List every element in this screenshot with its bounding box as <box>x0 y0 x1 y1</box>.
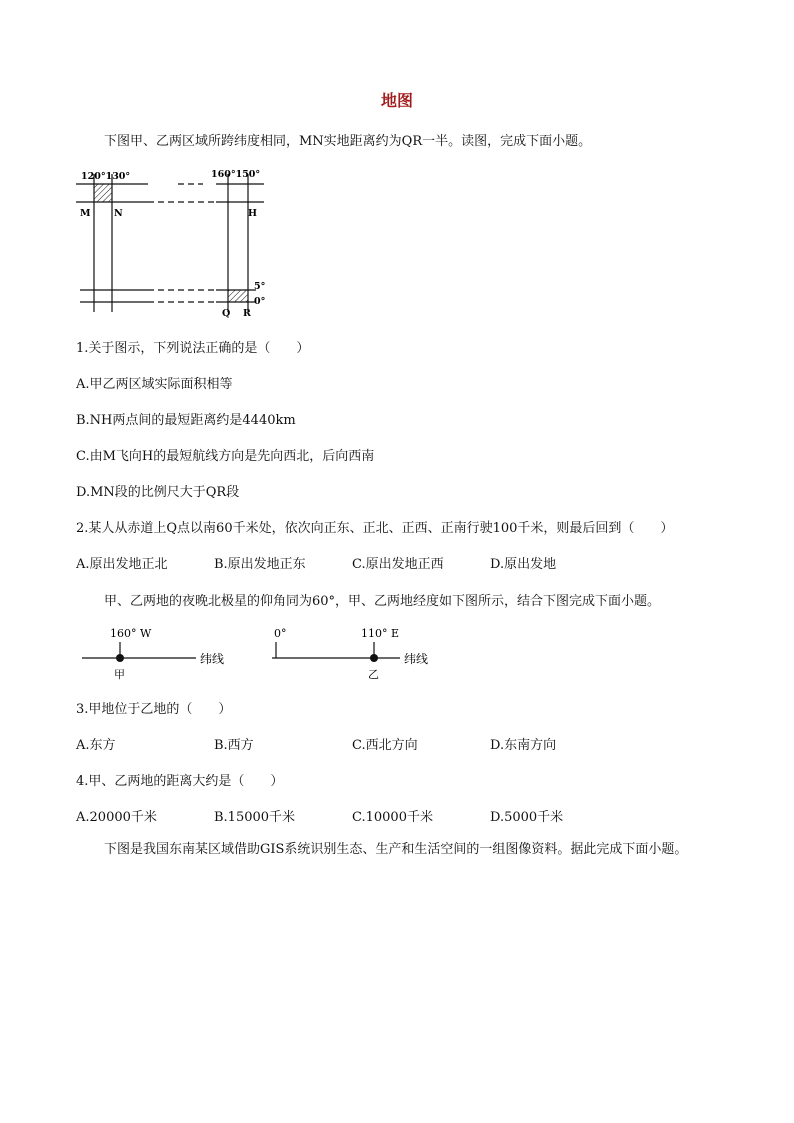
label-zero-degree: 0° <box>274 627 287 640</box>
question-2-stem: 2.某人从赤道上Q点以南60千米处，依次向正东、正北、正西、正南行驶100千米，则最后回到（ ） <box>76 521 674 536</box>
question-1-option-a: A.甲乙两区域实际面积相等 <box>76 377 233 392</box>
label-h: H <box>248 208 257 219</box>
point-jia <box>116 654 124 662</box>
question-3-option-a: A.东方 <box>76 738 116 753</box>
label-n: N <box>114 208 123 219</box>
question-4-stem: 4.甲、乙两地的距离大约是（ ） <box>76 774 284 789</box>
question-3-option-c: C.西北方向 <box>352 738 418 753</box>
question-3-option-b: B.西方 <box>214 738 254 753</box>
question-4-option-d: D.5000千米 <box>490 810 564 825</box>
question-4-option-a: A.20000千米 <box>76 810 157 825</box>
label-latitude-1: 纬线 <box>200 652 225 666</box>
question-3-option-d: D.东南方向 <box>490 738 557 753</box>
label-latitude-2: 纬线 <box>404 652 429 666</box>
intro-paragraph-1: 下图甲、乙两区域所跨纬度相同，MN实地距离约为QR一半。读图，完成下面小题。 <box>104 134 592 149</box>
question-2-option-d: D.原出发地 <box>490 557 557 572</box>
page-title: 地图 <box>380 91 413 110</box>
label-160-150: 160°150° <box>211 169 261 180</box>
point-yi <box>370 654 378 662</box>
question-1-stem: 1.关于图示，下列说法正确的是（ ） <box>76 341 310 356</box>
label-jia-longitude: 160° W <box>110 627 152 640</box>
label-yi: 乙 <box>368 668 379 681</box>
question-4-option-c: C.10000千米 <box>352 810 433 825</box>
intro-paragraph-3: 下图是我国东南某区域借助GIS系统识别生态、生产和生活空间的一组图像资料。据此完成下面小题。 <box>104 842 688 857</box>
question-1-option-b: B.NH两点间的最短距离约是4440km <box>76 413 296 428</box>
question-2-option-a: A.原出发地正北 <box>76 557 168 572</box>
question-2-option-b: B.原出发地正东 <box>214 557 306 572</box>
label-r: R <box>243 308 251 318</box>
question-3-stem: 3.甲地位于乙地的（ ） <box>76 702 232 717</box>
question-1-option-c: C.由M飞向H的最短航线方向是先向西北，后向西南 <box>76 449 375 464</box>
label-q: Q <box>222 308 231 318</box>
question-1-option-d: D.MN段的比例尺大于QR段 <box>76 485 240 500</box>
figure-lat-lon-grid <box>76 166 276 318</box>
label-m: M <box>80 208 91 219</box>
intro-paragraph-2: 甲、乙两地的夜晚北极星的仰角同为60°，甲、乙两地经度如下图所示，结合下图完成下面小题。 <box>104 594 661 609</box>
label-5-deg: 5° <box>254 281 266 292</box>
label-yi-longitude: 110° E <box>361 627 400 640</box>
figure-longitude-lines <box>76 622 446 682</box>
label-120-130: 120°130° <box>81 171 131 182</box>
label-jia: 甲 <box>114 668 125 681</box>
label-0-deg: 0° <box>254 296 266 307</box>
question-4-option-b: B.15000千米 <box>214 810 296 825</box>
question-2-option-c: C.原出发地正西 <box>352 557 444 572</box>
